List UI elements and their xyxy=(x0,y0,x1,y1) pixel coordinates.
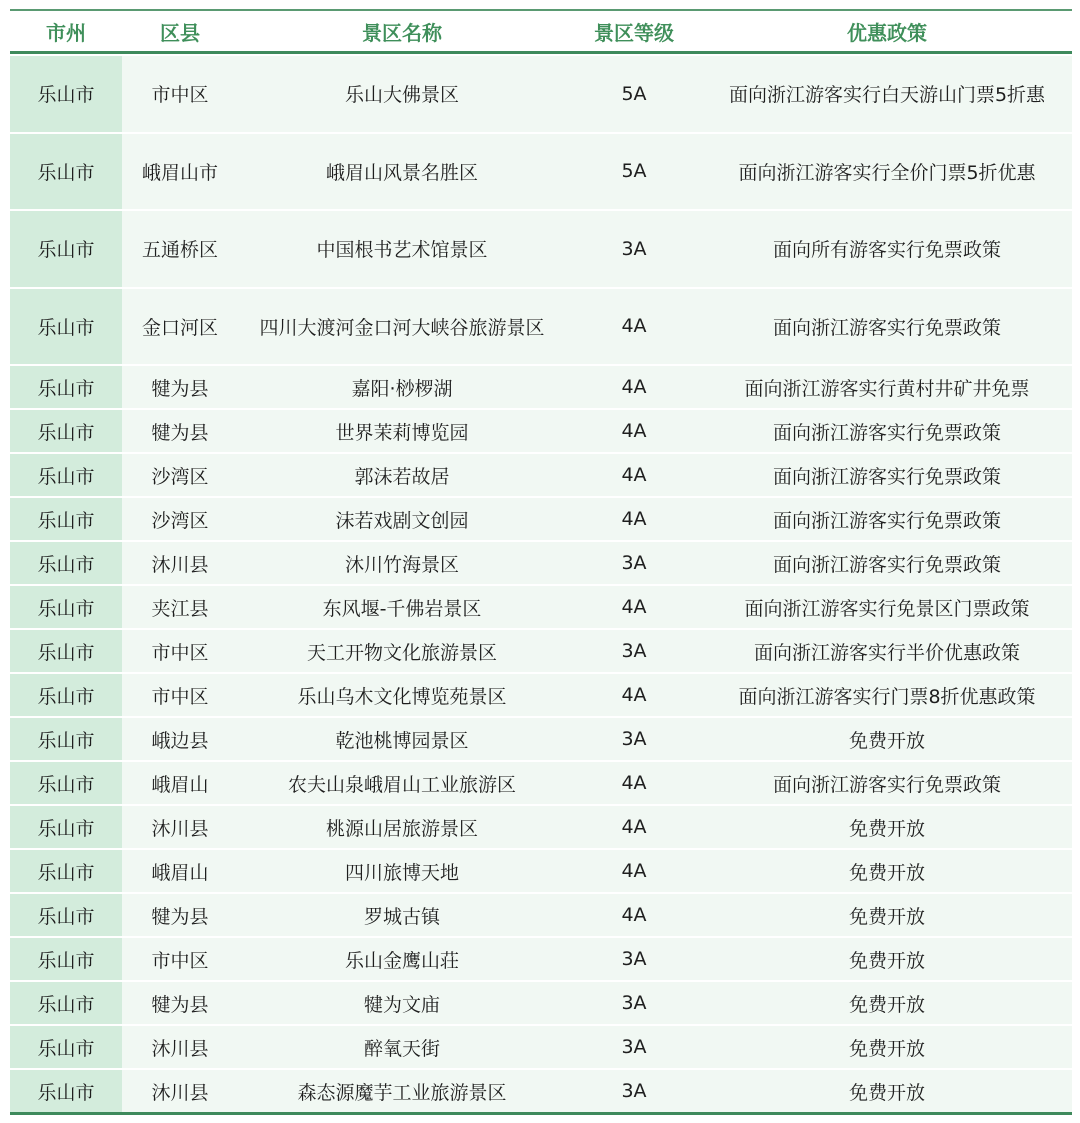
cell-county: 峨眉山 xyxy=(151,861,209,884)
cell-county: 犍为县 xyxy=(151,377,209,400)
cell-level: 4A xyxy=(621,508,647,530)
row-cells xyxy=(122,454,1072,496)
row-cells xyxy=(122,762,1072,804)
cell-county: 犍为县 xyxy=(151,993,209,1016)
cell-county: 峨眉山市 xyxy=(141,161,218,184)
table-row xyxy=(10,980,1072,1024)
cell-county: 金口河区 xyxy=(141,316,218,339)
cell-policy: 免费开放 xyxy=(848,949,925,972)
cell-policy: 免费开放 xyxy=(848,817,925,840)
cell-scenic-name: 峨眉山风景名胜区 xyxy=(325,161,478,184)
cell-county: 市中区 xyxy=(151,685,209,708)
cell-level: 3A xyxy=(621,992,647,1014)
cell-level: 3A xyxy=(621,1080,647,1102)
cell-city: 乐山市 xyxy=(10,850,122,892)
cell-policy: 免费开放 xyxy=(848,905,925,928)
cell-policy: 面向浙江游客实行全价门票5折优惠 xyxy=(738,161,1036,184)
cell-county: 五通桥区 xyxy=(141,239,218,262)
row-cells xyxy=(122,542,1072,584)
table-row xyxy=(10,1068,1072,1112)
cell-city: 乐山市 xyxy=(10,1070,122,1112)
table-row xyxy=(10,584,1072,628)
cell-scenic-name: 犍为文庙 xyxy=(363,993,440,1016)
cell-scenic-name: 乐山金鹰山荘 xyxy=(344,949,459,972)
cell-scenic-name: 沫若戏剧文创园 xyxy=(335,509,469,532)
cell-scenic-name: 四川旅博天地 xyxy=(344,861,459,884)
cell-county: 市中区 xyxy=(151,84,209,107)
cell-scenic-name: 沐川竹海景区 xyxy=(344,553,459,576)
table-row xyxy=(10,760,1072,804)
cell-policy: 面向浙江游客实行免票政策 xyxy=(772,421,1001,444)
cell-county: 犍为县 xyxy=(151,905,209,928)
cell-scenic-name: 四川大渡河金口河大峡谷旅游景区 xyxy=(259,316,545,339)
cell-city: 乐山市 xyxy=(10,289,122,365)
table-row xyxy=(10,1024,1072,1068)
cell-county: 沐川县 xyxy=(151,1081,209,1104)
cell-county: 市中区 xyxy=(151,949,209,972)
table-row xyxy=(10,540,1072,584)
table-row xyxy=(10,848,1072,892)
cell-policy: 面向浙江游客实行免景区门票政策 xyxy=(744,597,1030,620)
cell-city: 乐山市 xyxy=(10,674,122,716)
cell-policy: 免费开放 xyxy=(848,993,925,1016)
cell-policy: 面向浙江游客实行免票政策 xyxy=(772,316,1001,339)
cell-policy: 免费开放 xyxy=(848,729,925,752)
table-row xyxy=(10,804,1072,848)
cell-level: 4A xyxy=(621,904,647,926)
row-cells xyxy=(122,134,1072,210)
cell-city: 乐山市 xyxy=(10,718,122,760)
cell-scenic-name: 中国根书艺术馆景区 xyxy=(316,239,488,262)
row-cells xyxy=(122,410,1072,452)
cell-city: 乐山市 xyxy=(10,586,122,628)
row-cells xyxy=(122,1070,1072,1112)
table-body xyxy=(10,54,1072,1112)
row-cells xyxy=(122,674,1072,716)
cell-level: 3A xyxy=(621,237,647,260)
cell-county: 市中区 xyxy=(151,641,209,664)
cell-county: 峨眉山 xyxy=(151,773,209,796)
cell-level: 4A xyxy=(621,420,647,442)
cell-county: 沙湾区 xyxy=(151,465,209,488)
cell-level: 5A xyxy=(621,160,647,183)
cell-city: 乐山市 xyxy=(10,630,122,672)
cell-city: 乐山市 xyxy=(10,498,122,540)
cell-policy: 免费开放 xyxy=(848,1037,925,1060)
row-cells xyxy=(122,718,1072,760)
table-bottom-border xyxy=(10,1112,1072,1115)
header-county: 区县 xyxy=(160,20,200,45)
row-cells xyxy=(122,289,1072,365)
cell-scenic-name: 天工开物文化旅游景区 xyxy=(306,641,497,664)
cell-policy: 面向浙江游客实行免票政策 xyxy=(772,553,1001,576)
row-cells xyxy=(122,586,1072,628)
table-row xyxy=(10,54,1072,132)
table-row xyxy=(10,287,1072,365)
cell-county: 沐川县 xyxy=(151,817,209,840)
header-level: 景区等级 xyxy=(594,20,674,45)
cell-policy: 面向浙江游客实行免票政策 xyxy=(772,773,1001,796)
cell-level: 4A xyxy=(621,860,647,882)
cell-level: 3A xyxy=(621,552,647,574)
scenic-discount-table xyxy=(10,9,1072,1115)
cell-city: 乐山市 xyxy=(10,938,122,980)
table-row xyxy=(10,496,1072,540)
cell-city: 乐山市 xyxy=(10,410,122,452)
cell-county: 峨边县 xyxy=(151,729,209,752)
cell-city: 乐山市 xyxy=(10,366,122,408)
cell-scenic-name: 世界茉莉博览园 xyxy=(335,421,469,444)
table-row xyxy=(10,716,1072,760)
cell-level: 3A xyxy=(621,1036,647,1058)
cell-level: 4A xyxy=(621,596,647,618)
cell-policy: 免费开放 xyxy=(848,1081,925,1104)
cell-level: 4A xyxy=(621,816,647,838)
cell-city: 乐山市 xyxy=(10,762,122,804)
cell-scenic-name: 郭沫若故居 xyxy=(354,465,450,488)
header-policy: 优惠政策 xyxy=(847,20,927,45)
cell-policy: 面向所有游客实行免票政策 xyxy=(772,239,1001,262)
header-scenic-name: 景区名称 xyxy=(362,20,442,45)
table-row xyxy=(10,936,1072,980)
cell-scenic-name: 乐山乌木文化博览苑景区 xyxy=(297,685,507,708)
cell-level: 5A xyxy=(621,82,647,105)
cell-city: 乐山市 xyxy=(10,806,122,848)
row-cells xyxy=(122,806,1072,848)
cell-county: 犍为县 xyxy=(151,421,209,444)
cell-policy: 面向浙江游客实行白天游山门票5折惠 xyxy=(728,84,1046,107)
row-cells xyxy=(122,850,1072,892)
cell-level: 4A xyxy=(621,772,647,794)
cell-level: 4A xyxy=(621,684,647,706)
table-row xyxy=(10,209,1072,287)
table-row xyxy=(10,452,1072,496)
cell-policy: 面向浙江游客实行免票政策 xyxy=(772,465,1001,488)
row-cells xyxy=(122,56,1072,132)
cell-policy: 面向浙江游客实行免票政策 xyxy=(772,509,1001,532)
cell-policy: 面向浙江游客实行黄村井矿井免票 xyxy=(744,377,1030,400)
cell-level: 3A xyxy=(621,728,647,750)
table-header xyxy=(10,9,1072,54)
row-cells xyxy=(122,894,1072,936)
table-row xyxy=(10,892,1072,936)
row-cells xyxy=(122,211,1072,287)
table-row xyxy=(10,628,1072,672)
cell-city: 乐山市 xyxy=(10,56,122,132)
cell-level: 3A xyxy=(621,948,647,970)
cell-city: 乐山市 xyxy=(10,134,122,210)
cell-city: 乐山市 xyxy=(10,211,122,287)
cell-scenic-name: 罗城古镇 xyxy=(363,905,440,928)
cell-scenic-name: 乾池桃博园景区 xyxy=(335,729,469,752)
table-row xyxy=(10,672,1072,716)
row-cells xyxy=(122,982,1072,1024)
cell-county: 沐川县 xyxy=(151,1037,209,1060)
cell-level: 4A xyxy=(621,464,647,486)
cell-county: 沙湾区 xyxy=(151,509,209,532)
cell-scenic-name: 乐山大佛景区 xyxy=(344,84,459,107)
cell-city: 乐山市 xyxy=(10,454,122,496)
cell-policy: 面向浙江游客实行半价优惠政策 xyxy=(753,641,1020,664)
cell-scenic-name: 桃源山居旅游景区 xyxy=(325,817,478,840)
table-row xyxy=(10,364,1072,408)
cell-level: 3A xyxy=(621,640,647,662)
table-row xyxy=(10,408,1072,452)
cell-city: 乐山市 xyxy=(10,982,122,1024)
cell-level: 4A xyxy=(621,376,647,398)
row-cells xyxy=(122,938,1072,980)
row-cells xyxy=(122,1026,1072,1068)
cell-scenic-name: 醉氧天街 xyxy=(363,1037,440,1060)
cell-city: 乐山市 xyxy=(10,542,122,584)
row-cells xyxy=(122,366,1072,408)
cell-level: 4A xyxy=(621,315,647,338)
table-row xyxy=(10,132,1072,210)
cell-scenic-name: 农夫山泉峨眉山工业旅游区 xyxy=(287,773,516,796)
cell-city: 乐山市 xyxy=(10,1026,122,1068)
cell-policy: 面向浙江游客实行门票8折优惠政策 xyxy=(738,685,1036,708)
row-cells xyxy=(122,630,1072,672)
cell-county: 夹江县 xyxy=(151,597,209,620)
cell-scenic-name: 嘉阳·桫椤湖 xyxy=(351,377,453,400)
cell-city: 乐山市 xyxy=(10,894,122,936)
header-city: 市州 xyxy=(46,20,86,45)
cell-scenic-name: 东风堰-千佛岩景区 xyxy=(322,597,482,620)
cell-scenic-name: 森态源魔芋工业旅游景区 xyxy=(297,1081,507,1104)
row-cells xyxy=(122,498,1072,540)
cell-county: 沐川县 xyxy=(151,553,209,576)
cell-policy: 免费开放 xyxy=(848,861,925,884)
